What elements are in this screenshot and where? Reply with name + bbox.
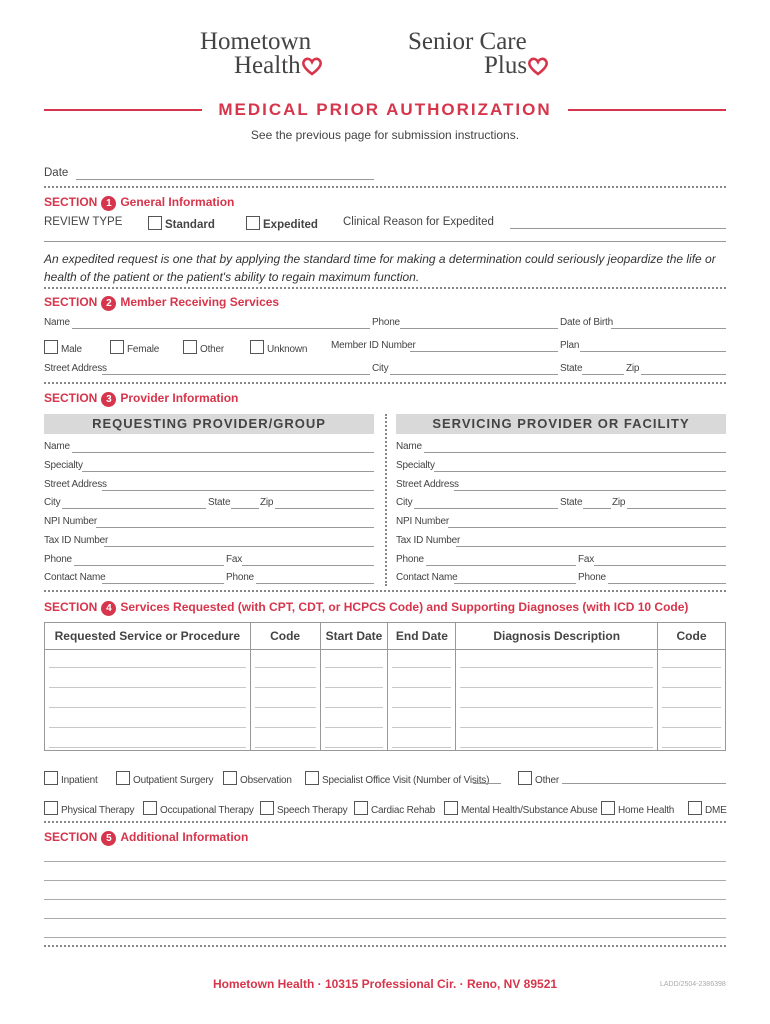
setting-mental-health[interactable]	[444, 801, 598, 816]
srv-fax-field[interactable]	[594, 565, 726, 566]
dob-label: Date of Birth	[560, 317, 613, 328]
divider	[44, 382, 726, 384]
member-phone-field[interactable]	[400, 328, 558, 329]
req-npi-label: NPI Number	[44, 516, 98, 527]
physical-therapy-label: Physical Therapy	[61, 805, 135, 816]
setting-occupational-therapy[interactable]	[143, 801, 254, 816]
setting-other[interactable]	[518, 771, 559, 786]
srv-name-label: Name	[396, 441, 422, 452]
column-divider	[385, 414, 387, 586]
speech-therapy-label: Speech Therapy	[277, 805, 348, 816]
srv-zip-field[interactable]	[627, 508, 726, 509]
srv-street-field[interactable]	[454, 490, 726, 491]
expedited-checkbox[interactable]	[246, 216, 260, 230]
section3-heading	[44, 391, 238, 407]
table-cell[interactable]	[456, 650, 658, 671]
section-word: SECTION	[44, 830, 98, 844]
srv-state-field[interactable]	[583, 508, 611, 509]
gender-unknown[interactable]	[250, 340, 307, 355]
unknown-checkbox[interactable]	[250, 340, 264, 354]
expedited-option[interactable]	[246, 216, 318, 231]
section2-heading	[44, 295, 279, 311]
req-phone-field[interactable]	[74, 565, 224, 566]
member-street-field[interactable]	[102, 374, 370, 375]
column-header: Requested Service or Procedure	[45, 623, 251, 650]
table-cell[interactable]	[45, 650, 251, 671]
unknown-label: Unknown	[267, 344, 308, 355]
member-street-label: Street Address	[44, 363, 107, 374]
srv-contact-phone-label: Phone	[578, 572, 606, 583]
gender-other[interactable]	[183, 340, 224, 355]
standard-label: Standard	[165, 219, 215, 231]
setting-dme[interactable]	[688, 801, 727, 816]
table-row	[45, 730, 726, 751]
mental-health-label: Mental Health/Substance Abuse	[461, 805, 598, 816]
outpatient-surgery-checkbox[interactable]	[116, 771, 130, 785]
srv-specialty-label: Specialty	[396, 460, 435, 471]
dob-field[interactable]	[611, 328, 726, 329]
table-row	[45, 690, 726, 710]
req-state-field[interactable]	[231, 508, 259, 509]
column-header: Start Date	[320, 623, 388, 650]
hometown-logo-line2: Health	[234, 52, 301, 79]
servicing-provider-header: SERVICING PROVIDER OR FACILITY	[396, 414, 726, 434]
req-contact-phone-field[interactable]	[256, 583, 374, 584]
senior-care-plus-logo	[408, 30, 549, 78]
home-health-checkbox[interactable]	[601, 801, 615, 815]
table-cell[interactable]	[388, 690, 456, 710]
table-cell[interactable]	[658, 650, 726, 671]
standard-option[interactable]	[148, 216, 215, 231]
table-cell[interactable]	[250, 650, 320, 671]
srv-phone-label: Phone	[396, 554, 424, 565]
setting-outpatient-surgery[interactable]	[116, 771, 213, 786]
section-word: SECTION	[44, 391, 98, 405]
section-word: SECTION	[44, 600, 98, 614]
mental-health-checkbox[interactable]	[444, 801, 458, 815]
member-zip-label: Zip	[626, 363, 640, 374]
inpatient-checkbox[interactable]	[44, 771, 58, 785]
other-label: Other	[200, 344, 225, 355]
divider	[44, 945, 726, 947]
section4-heading	[44, 600, 688, 616]
section-number: 1	[101, 196, 116, 211]
other-service-label: Other	[535, 775, 560, 786]
title-row	[44, 100, 726, 120]
hometown-health-logo	[200, 30, 323, 78]
setting-specialist-visit[interactable]	[305, 771, 489, 786]
member-name-label: Name	[44, 317, 70, 328]
table-cell[interactable]	[250, 710, 320, 730]
divider	[44, 287, 726, 289]
standard-checkbox[interactable]	[148, 216, 162, 230]
additional-info-line[interactable]	[44, 918, 726, 919]
gender-female[interactable]	[110, 340, 159, 355]
table-cell[interactable]	[45, 710, 251, 730]
senior-logo-line1: Senior Care	[408, 28, 527, 55]
srv-contact-phone-field[interactable]	[608, 583, 726, 584]
table-cell[interactable]	[658, 670, 726, 690]
req-fax-label: Fax	[226, 554, 243, 565]
table-cell[interactable]	[320, 650, 388, 671]
observation-checkbox[interactable]	[223, 771, 237, 785]
section-number: 3	[101, 392, 116, 407]
male-checkbox[interactable]	[44, 340, 58, 354]
specialist-visit-checkbox[interactable]	[305, 771, 319, 785]
req-name-field[interactable]	[72, 452, 374, 453]
srv-city-field[interactable]	[414, 508, 558, 509]
table-cell[interactable]	[456, 690, 658, 710]
member-phone-label: Phone	[372, 317, 400, 328]
table-cell[interactable]	[456, 710, 658, 730]
req-phone-label: Phone	[44, 554, 72, 565]
section-title: Services Requested (with CPT, CDT, or HCPCS Code) and Supporting Diagnoses (with ICD 10 Code)	[120, 600, 689, 614]
table-header-row	[45, 623, 726, 650]
senior-logo-line2: Plus	[484, 52, 528, 79]
dme-checkbox[interactable]	[688, 801, 702, 815]
req-street-label: Street Address	[44, 479, 107, 490]
table-cell[interactable]	[388, 710, 456, 730]
observation-label: Observation	[240, 775, 292, 786]
req-specialty-field[interactable]	[82, 471, 374, 472]
req-taxid-field[interactable]	[104, 546, 374, 547]
expedited-label: Expedited	[263, 219, 318, 231]
table-row	[45, 670, 726, 690]
req-city-label: City	[44, 497, 61, 508]
table-cell[interactable]	[320, 730, 388, 751]
req-zip-field[interactable]	[275, 508, 374, 509]
clinical-reason-field-line2[interactable]	[44, 241, 726, 242]
table-cell[interactable]	[388, 650, 456, 671]
table-cell[interactable]	[320, 670, 388, 690]
req-city-field[interactable]	[62, 508, 206, 509]
member-id-field[interactable]	[410, 351, 558, 352]
other-checkbox[interactable]	[183, 340, 197, 354]
req-contact-label: Contact Name	[44, 572, 106, 583]
table-row	[45, 710, 726, 730]
req-street-field[interactable]	[102, 490, 374, 491]
other-service-checkbox[interactable]	[518, 771, 532, 785]
table-cell[interactable]	[250, 670, 320, 690]
section-number: 4	[101, 601, 116, 616]
table-row	[45, 650, 726, 671]
expedited-note: An expedited request is one that by applying the standard time for making a determination could seriously jeopardize the life or health of the patient or the patient's ability to regain maximum function.	[44, 252, 716, 284]
plan-field[interactable]	[580, 351, 726, 352]
srv-taxid-label: Tax ID Number	[396, 535, 461, 546]
table-cell[interactable]	[320, 710, 388, 730]
column-header: Code	[250, 623, 320, 650]
female-label: Female	[127, 344, 160, 355]
req-specialty-label: Specialty	[44, 460, 83, 471]
srv-state-label: State	[560, 497, 583, 508]
srv-fax-label: Fax	[578, 554, 595, 565]
setting-cardiac-rehab[interactable]	[354, 801, 435, 816]
additional-info-line[interactable]	[44, 880, 726, 881]
heart-icon	[527, 56, 549, 76]
srv-taxid-field[interactable]	[456, 546, 726, 547]
divider	[44, 590, 726, 592]
physical-therapy-checkbox[interactable]	[44, 801, 58, 815]
srv-npi-field[interactable]	[448, 527, 726, 528]
page-title: MEDICAL PRIOR AUTHORIZATION	[218, 100, 552, 119]
divider	[44, 821, 726, 823]
section-title: General Information	[120, 195, 235, 209]
member-city-field[interactable]	[390, 374, 558, 375]
additional-info-line[interactable]	[44, 861, 726, 862]
table-cell[interactable]	[250, 690, 320, 710]
member-name-field[interactable]	[72, 328, 370, 329]
table-cell[interactable]	[456, 730, 658, 751]
services-table	[44, 622, 726, 751]
specialist-visits-count-field[interactable]	[473, 783, 501, 784]
column-header: End Date	[388, 623, 456, 650]
setting-speech-therapy[interactable]	[260, 801, 347, 816]
srv-name-field[interactable]	[424, 452, 726, 453]
member-id-label: Member ID Number	[331, 340, 416, 351]
clinical-reason-field[interactable]	[510, 228, 726, 229]
table-cell[interactable]	[45, 730, 251, 751]
additional-info-line[interactable]	[44, 937, 726, 938]
table-cell[interactable]	[456, 670, 658, 690]
req-fax-field[interactable]	[242, 565, 374, 566]
date-field[interactable]	[76, 179, 374, 180]
srv-street-label: Street Address	[396, 479, 459, 490]
table-cell[interactable]	[388, 670, 456, 690]
section-number: 2	[101, 296, 116, 311]
page-subtitle: See the previous page for submission instructions.	[250, 128, 520, 142]
section1-heading	[44, 195, 234, 211]
srv-contact-label: Contact Name	[396, 572, 458, 583]
footer-address: Hometown Health · 10315 Professional Cir. · Reno, NV 89521	[212, 977, 558, 991]
speech-therapy-checkbox[interactable]	[260, 801, 274, 815]
requesting-provider-header: REQUESTING PROVIDER/GROUP	[44, 414, 374, 434]
column-header: Code	[658, 623, 726, 650]
member-zip-field[interactable]	[641, 374, 726, 375]
member-city-label: City	[372, 363, 389, 374]
other-service-field[interactable]	[562, 783, 726, 784]
section-number: 5	[101, 831, 116, 846]
divider	[44, 186, 726, 188]
section-title: Additional Information	[120, 830, 249, 844]
member-state-field[interactable]	[582, 374, 624, 375]
section-title: Member Receiving Services	[120, 295, 280, 309]
dme-label: DME	[705, 805, 727, 816]
req-contact-phone-label: Phone	[226, 572, 254, 583]
table-cell[interactable]	[388, 730, 456, 751]
occupational-therapy-label: Occupational Therapy	[160, 805, 254, 816]
setting-inpatient[interactable]	[44, 771, 98, 786]
male-label: Male	[61, 344, 82, 355]
req-state-label: State	[208, 497, 231, 508]
cardiac-rehab-label: Cardiac Rehab	[371, 805, 436, 816]
srv-city-label: City	[396, 497, 413, 508]
req-contact-field[interactable]	[102, 583, 224, 584]
specialist-visit-label: Specialist Office Visit (Number of Visits)	[322, 775, 490, 786]
clinical-reason-label: Clinical Reason for Expedited	[343, 216, 494, 228]
req-zip-label: Zip	[260, 497, 274, 508]
date-label: Date	[44, 167, 69, 179]
heart-icon	[301, 56, 323, 76]
srv-contact-field[interactable]	[454, 583, 576, 584]
inpatient-label: Inpatient	[61, 775, 98, 786]
table-cell[interactable]	[320, 690, 388, 710]
member-state-label: State	[560, 363, 583, 374]
table-cell[interactable]	[45, 670, 251, 690]
section-word: SECTION	[44, 295, 98, 309]
srv-phone-field[interactable]	[426, 565, 576, 566]
occupational-therapy-checkbox[interactable]	[143, 801, 157, 815]
section-word: SECTION	[44, 195, 98, 209]
hometown-logo-line1: Hometown	[200, 28, 312, 55]
section-title: Provider Information	[120, 391, 239, 405]
srv-npi-label: NPI Number	[396, 516, 450, 527]
form-code: LADD/2504-2386398	[660, 981, 726, 988]
table-cell[interactable]	[658, 710, 726, 730]
srv-specialty-field[interactable]	[434, 471, 726, 472]
gender-male[interactable]	[44, 340, 82, 355]
female-checkbox[interactable]	[110, 340, 124, 354]
cardiac-rehab-checkbox[interactable]	[354, 801, 368, 815]
column-header: Diagnosis Description	[456, 623, 658, 650]
setting-observation[interactable]	[223, 771, 292, 786]
plan-label: Plan	[560, 340, 580, 351]
table-cell[interactable]	[250, 730, 320, 751]
table-cell[interactable]	[658, 690, 726, 710]
setting-physical-therapy[interactable]	[44, 801, 134, 816]
req-name-label: Name	[44, 441, 70, 452]
review-type-label: REVIEW TYPE	[44, 216, 123, 228]
additional-info-line[interactable]	[44, 899, 726, 900]
home-health-label: Home Health	[618, 805, 675, 816]
section5-heading	[44, 830, 248, 846]
req-npi-field[interactable]	[96, 527, 374, 528]
table-cell[interactable]	[45, 690, 251, 710]
outpatient-surgery-label: Outpatient Surgery	[133, 775, 214, 786]
table-cell[interactable]	[658, 730, 726, 751]
setting-home-health[interactable]	[601, 801, 674, 816]
srv-zip-label: Zip	[612, 497, 626, 508]
req-taxid-label: Tax ID Number	[44, 535, 109, 546]
